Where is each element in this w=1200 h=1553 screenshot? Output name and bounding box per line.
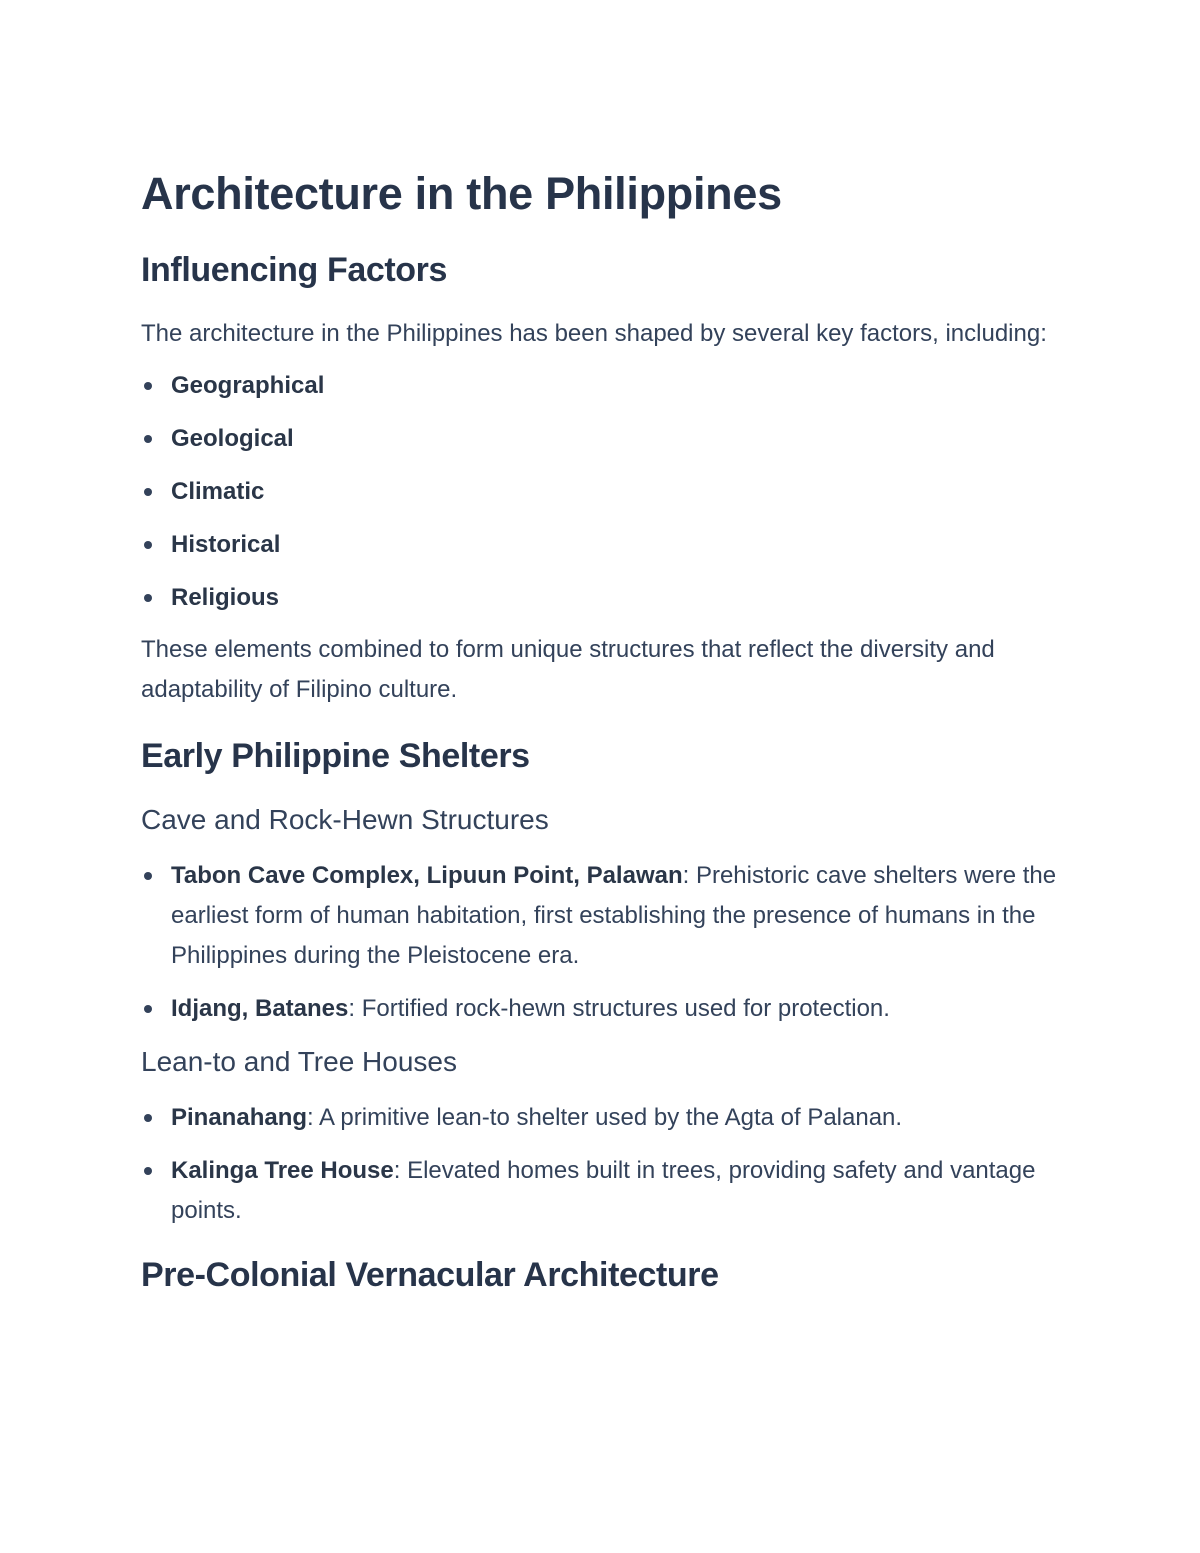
item-description: : Prehistoric cave shelters were the earliest form of human habitation, first establishing the presence of humans in the Philippines during the Pleistocene era. <box>171 862 1057 969</box>
factor-label: Religious <box>171 584 280 611</box>
list-item <box>141 1098 1061 1138</box>
subheading-lean-to-tree-houses: Lean-to and Tree Houses <box>141 1046 457 1077</box>
list-item <box>141 856 1061 976</box>
influencing-outro-paragraph: These elements combined to form unique structures that reflect the diversity and adaptability of Filipino culture. <box>141 636 995 703</box>
factor-label: Historical <box>171 531 281 558</box>
section-heading-precolonial: Pre-Colonial Vernacular Architecture <box>141 1256 719 1294</box>
list-item <box>141 578 1061 618</box>
list-item <box>141 1151 1061 1231</box>
list-item <box>141 472 1061 512</box>
subheading-cave-structures: Cave and Rock-Hewn Structures <box>141 804 549 835</box>
item-description: : Elevated homes built in trees, providing safety and vantage points. <box>171 1157 1036 1224</box>
item-description: : A primitive lean-to shelter used by the Agta of Palanan. <box>307 1104 903 1131</box>
item-term: Tabon Cave Complex, Lipuun Point, Palawan <box>171 862 683 889</box>
item-term: Idjang, Batanes <box>171 995 349 1022</box>
page-title: Architecture in the Philippines <box>141 168 782 219</box>
factor-label: Geological <box>171 425 294 452</box>
document-page <box>141 160 1061 1297</box>
section-heading-influencing-factors: Influencing Factors <box>141 251 447 289</box>
list-item <box>141 366 1061 406</box>
item-term: Kalinga Tree House <box>171 1157 394 1184</box>
section-heading-early-shelters: Early Philippine Shelters <box>141 737 530 775</box>
factor-list <box>141 366 1061 618</box>
item-description: : Fortified rock-hewn structures used for protection. <box>348 995 890 1022</box>
lean-to-list <box>141 1098 1061 1231</box>
list-item <box>141 525 1061 565</box>
list-item <box>141 419 1061 459</box>
factor-label: Climatic <box>171 478 265 505</box>
list-item <box>141 989 1061 1029</box>
influencing-intro-paragraph: The architecture in the Philippines has been shaped by several key factors, including: <box>141 320 1047 347</box>
cave-structures-list <box>141 856 1061 1029</box>
factor-label: Geographical <box>171 372 325 399</box>
item-term: Pinanahang <box>171 1104 308 1131</box>
